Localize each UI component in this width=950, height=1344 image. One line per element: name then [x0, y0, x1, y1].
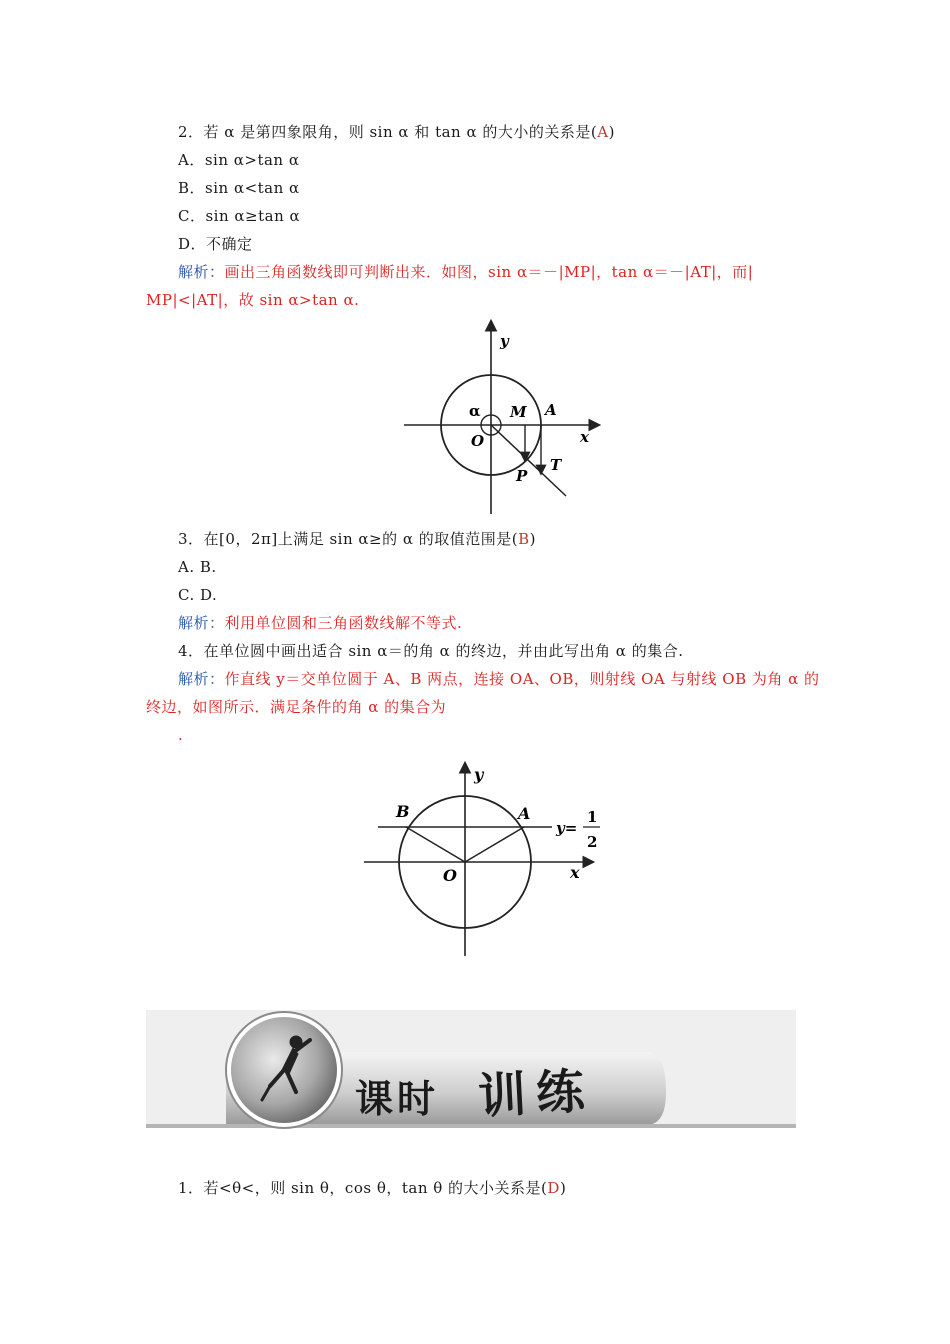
origin-label: O: [471, 432, 485, 450]
q2-stem: [178, 122, 615, 142]
banner-title-part2: 训练: [476, 1062, 596, 1125]
q2-option-d: D．不确定: [178, 235, 253, 253]
point-t-label: T: [550, 456, 562, 474]
q2-explanation-line2: MP|<|AT|，故 sin α>tan α.: [146, 291, 360, 309]
point-a-label: A: [518, 804, 531, 823]
q2-stem-close: ): [608, 123, 615, 141]
q4-explanation-text: 作直线 y＝交单位圆于 A、B 两点，连接 OA、OB，则射线 OA 与射线 OB 为角 α 的: [224, 670, 820, 688]
q2-option-a: A．sin α>tan α: [178, 151, 300, 169]
fraction-numerator: 1: [587, 808, 598, 826]
q3-explanation-label: 解析：: [178, 614, 225, 632]
q4-explanation-line1: [178, 669, 820, 689]
q4-stem: 4．在单位圆中画出适合 sin α＝的角 α 的终边，并由此写出角 α 的集合.: [178, 642, 684, 660]
practice-q1-stem-text: 1．若<θ<，则 sin θ，cos θ，tan θ 的大小关系是(: [178, 1179, 548, 1197]
y-axis-label: y: [500, 332, 509, 350]
q2-explanation-line1: [178, 262, 753, 282]
practice-q1-stem-close: ): [559, 1179, 567, 1197]
line-equation-label: y=: [556, 819, 578, 837]
q4-explanation-label: 解析：: [178, 670, 225, 688]
ray-oa: [465, 827, 524, 862]
point-a-label: A: [545, 401, 557, 419]
q3-answer: B: [518, 530, 530, 548]
q2-option-c: C．sin α≥tan α: [178, 207, 301, 225]
q2-figure-unit-circle: [400, 318, 604, 518]
q4-explanation-line3: .: [178, 726, 184, 744]
banner-title-part1: 课时: [355, 1076, 440, 1121]
q3-options-row2: C. D.: [178, 586, 218, 604]
practice-q1-stem: [178, 1178, 566, 1198]
point-m-label: M: [510, 403, 527, 421]
q2-explanation-text: 画出三角函数线即可判断出来．如图，sin α＝－|MP|，tan α＝－|AT|，而|: [224, 263, 754, 281]
x-axis-label: x: [580, 428, 589, 446]
q2-stem-text: 2．若 α 是第四象限角，则 sin α 和 tan α 的大小的关系是(: [178, 123, 598, 141]
ray-ob: [406, 827, 465, 862]
q3-options-row1: A. B.: [178, 558, 217, 576]
q4-explanation-line2: 终边，如图所示．满足条件的角 α 的集合为: [146, 698, 447, 716]
y-axis-label: y: [474, 765, 484, 784]
x-axis-label: x: [570, 863, 580, 882]
alpha-label: α: [469, 402, 481, 420]
point-b-label: B: [396, 802, 410, 821]
fraction-denominator: 2: [587, 833, 598, 851]
point-p-label: P: [516, 467, 528, 485]
q2-option-b: B．sin α<tan α: [178, 179, 300, 197]
section-banner: [146, 1000, 796, 1135]
q3-stem-close: ): [529, 530, 536, 548]
q3-stem: [178, 529, 536, 549]
q4-figure-unit-circle: [362, 760, 612, 962]
q3-stem-text: 3．在[0，2π]上满足 sin α≥的 α 的取值范围是(: [178, 530, 519, 548]
q2-answer: A: [597, 123, 609, 141]
practice-q1-answer: D: [547, 1179, 560, 1197]
q3-explanation-text: 利用单位圆和三角函数线解不等式.: [224, 614, 463, 632]
q2-explanation-label: 解析：: [178, 263, 225, 281]
q3-explanation: [178, 613, 462, 633]
origin-label: O: [443, 866, 457, 885]
